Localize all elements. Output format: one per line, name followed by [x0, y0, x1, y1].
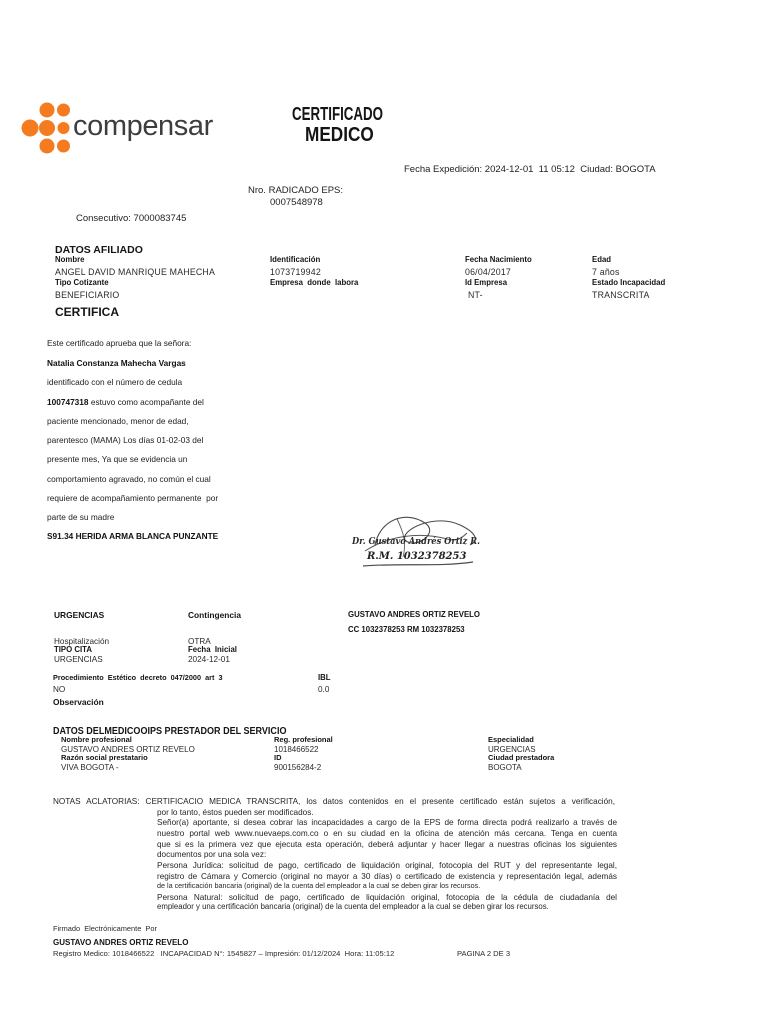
- certifica-line-bold: 100747318: [47, 397, 89, 407]
- afiliado-estado: TRANSCRITA: [592, 290, 650, 300]
- afiliado-id-empresa-label: Id Empresa: [465, 278, 508, 287]
- prestador-registro: 1018466522: [274, 745, 319, 754]
- afiliado-edad: 7 años: [592, 267, 620, 277]
- radicado-label: Nro. RADICADO EPS:: [248, 185, 344, 196]
- afiliado-tipo-cotizante: BENEFICIARIO: [55, 290, 120, 300]
- servicio-tipo-cita-label: TIPO CITA: [54, 645, 92, 654]
- certifica-line-bold: Natalia Constanza Mahecha Vargas: [47, 358, 186, 368]
- certifica-line: [47, 417, 189, 427]
- certifica-line: [47, 513, 114, 523]
- servicio-observacion-label: Observación: [53, 697, 104, 707]
- certifica-line-text: identificado con el número de cedula: [47, 377, 183, 387]
- signature-stamp: [345, 505, 495, 577]
- afiliado-estado-label: Estado Incapacidad: [592, 278, 666, 287]
- certifica-line: [47, 455, 187, 465]
- document-subtitle: MEDICO: [305, 124, 374, 146]
- prestador-nombre: GUSTAVO ANDRES ORTIZ REVELO: [61, 745, 195, 754]
- prestador-section-title: DATOS DELMEDICOOIPS PRESTADOR DEL SERVICIO: [53, 725, 287, 737]
- certifica-line-text: comportamiento agravado, no común el cual: [47, 474, 211, 484]
- certifica-line-text: parentesco (MAMA) Los días 01-02-03 del: [47, 435, 204, 445]
- servicio-fecha-inicial: 2024-12-01: [188, 655, 230, 664]
- certifica-line: [47, 398, 204, 408]
- afiliado-section-title: DATOS AFILIADO: [55, 244, 143, 256]
- certifica-line: [47, 378, 182, 388]
- notas-line: registro de Cámara y Comercio (original no mayor a 30 días) o certificado de existencia y representación legal, además: [157, 872, 617, 881]
- prestador-razon-social-label: Razón social prestatario: [61, 753, 148, 762]
- certifica-line-text: presente mes, Ya que se evidencia un: [47, 454, 188, 464]
- expedition-date: Fecha Expedición: 2024-12-01 11 05:12 Ciudad: BOGOTA: [404, 164, 656, 175]
- prestador-registro-label: Reg. profesional: [274, 735, 333, 744]
- footer-firmado-label: Firmado Electrónicamente Por: [53, 924, 157, 933]
- servicio-procedimiento-label: Procedimiento Estético decreto 047/2000 art 3: [53, 673, 223, 682]
- servicio-medico-nombre: GUSTAVO ANDRES ORTIZ REVELO: [348, 610, 480, 619]
- afiliado-empresa-label: Empresa donde labora: [270, 278, 359, 287]
- certifica-line-bold: S91.34 HERIDA ARMA BLANCA PUNZANTE: [47, 531, 219, 541]
- servicio-tipo-cita: URGENCIAS: [54, 655, 103, 664]
- prestador-especialidad-label: Especialidad: [488, 735, 534, 744]
- certifica-title: CERTIFICA: [55, 305, 119, 319]
- certifica-line: [47, 339, 191, 349]
- afiliado-identificacion: 1073719942: [270, 267, 321, 277]
- footer-firmante: GUSTAVO ANDRES ORTIZ REVELO: [53, 938, 189, 947]
- afiliado-edad-label: Edad: [592, 255, 612, 264]
- certifica-line-text: requiere de acompañamiento permanente por: [47, 493, 219, 503]
- afiliado-nombre: ANGEL DAVID MANRIQUE MAHECHA: [55, 267, 216, 277]
- servicio-hospitalizacion: Hospitalización: [54, 637, 110, 646]
- prestador-razon-social: VIVA BOGOTA -: [61, 763, 119, 772]
- notas-line: empleador y una certificación bancaria (original) de la cuenta del empleador a la cual se deben girar los recursos.: [157, 902, 549, 911]
- consecutivo: Consecutivo: 7000083745: [76, 213, 187, 224]
- certifica-line: [47, 436, 203, 446]
- servicio-ibl-label: IBL: [318, 673, 331, 682]
- servicio-contingencia: OTRA: [188, 637, 211, 646]
- logo-text: compensar: [73, 110, 213, 142]
- servicio-contingencia-label: Contingencia: [188, 610, 242, 620]
- compensar-logo-icon: [20, 98, 76, 160]
- notas-line: documentos por una sola vez:: [157, 850, 267, 859]
- afiliado-fecha-nacimiento: 06/04/2017: [465, 267, 512, 277]
- footer-page-number: PAGINA 2 DE 3: [457, 949, 511, 958]
- servicio-ibl: 0.0: [318, 685, 330, 694]
- servicio-procedimiento: NO: [53, 685, 66, 694]
- afiliado-id-empresa: NT-: [468, 290, 483, 300]
- afiliado-identificacion-label: Identificación: [270, 255, 321, 264]
- notas-line: NOTAS ACLATORIAS: CERTIFICACIO MEDICA TRANSCRITA, los datos contenidos en el presente certificado están sujetos a verificación,: [53, 797, 615, 806]
- servicio-medico-documentos: CC 1032378253 RM 1032378253: [348, 625, 465, 634]
- prestador-especialidad: URGENCIAS: [488, 745, 536, 754]
- notas-line: Persona Natural: solicitud de pago, certificado de liquidación original, fotocopia de la cédula de ciudadanía del: [157, 893, 617, 902]
- notas-line: que si es la primera vez que ejecuta esta operación, deberá adjuntar y hacer llegar a nuestras oficinas los siguientes: [157, 840, 617, 849]
- signature-name: Dr. Gustavo Andrés Ortiz R.: [352, 537, 481, 547]
- servicio-origen: URGENCIAS: [54, 610, 105, 620]
- document-title: CERTIFICADO: [292, 104, 384, 124]
- servicio-fecha-inicial-label: Fecha Inicial: [188, 645, 237, 654]
- afiliado-nombre-label: Nombre: [55, 255, 85, 264]
- prestador-nombre-label: Nombre profesional: [61, 735, 132, 744]
- prestador-ciudad: BOGOTA: [488, 763, 522, 772]
- notas-line: nuestro portal web www.nuevaeps.com.co o en su ciudad en la oficina de atención más cercana. Tenga en cuenta: [157, 829, 617, 838]
- notas-line: por lo tanto, éstos pueden ser modificados.: [157, 808, 314, 817]
- signature-registro: R.M. 1032378253: [367, 551, 467, 562]
- notas-line: de la certificación bancaria (original) de la cuenta del empleador a la cual se deben girar los recursos.: [157, 881, 481, 890]
- afiliado-tipo-cotizante-label: Tipo Cotizante: [55, 278, 109, 287]
- certifica-line-text: paciente mencionado, menor de edad,: [47, 416, 189, 426]
- certifica-line-text: estuvo como acompañante del: [88, 397, 204, 407]
- notas-line: Señor(a) aportante, si desea cobrar las incapacidades a cargo de la EPS de forma directa podrá realizarlo a través de: [157, 818, 617, 827]
- notas-line: Persona Jurídica: solicitud de pago, certificado de liquidación original, fotocopia del RUT y del representante legal,: [157, 861, 617, 870]
- radicado-number: 0007548978: [270, 197, 323, 208]
- prestador-id-label: ID: [274, 753, 282, 762]
- afiliado-fecha-nacimiento-label: Fecha Nacimiento: [465, 255, 532, 264]
- prestador-ciudad-label: Ciudad prestadora: [488, 753, 555, 762]
- certifica-line: [47, 532, 218, 542]
- certifica-line: [47, 494, 218, 504]
- certifica-line: [47, 475, 211, 485]
- prestador-id: 900156284-2: [274, 763, 322, 772]
- certifica-line-text: Este certificado aprueba que la señora:: [47, 338, 192, 348]
- certifica-line: [47, 359, 186, 369]
- footer-registro: Registro Medico: 1018466522 INCAPACIDAD N°: 1545827 – Impresión: 01/12/2024 Hora: 11:05:12: [53, 949, 395, 958]
- certifica-line-text: parte de su madre: [47, 512, 115, 522]
